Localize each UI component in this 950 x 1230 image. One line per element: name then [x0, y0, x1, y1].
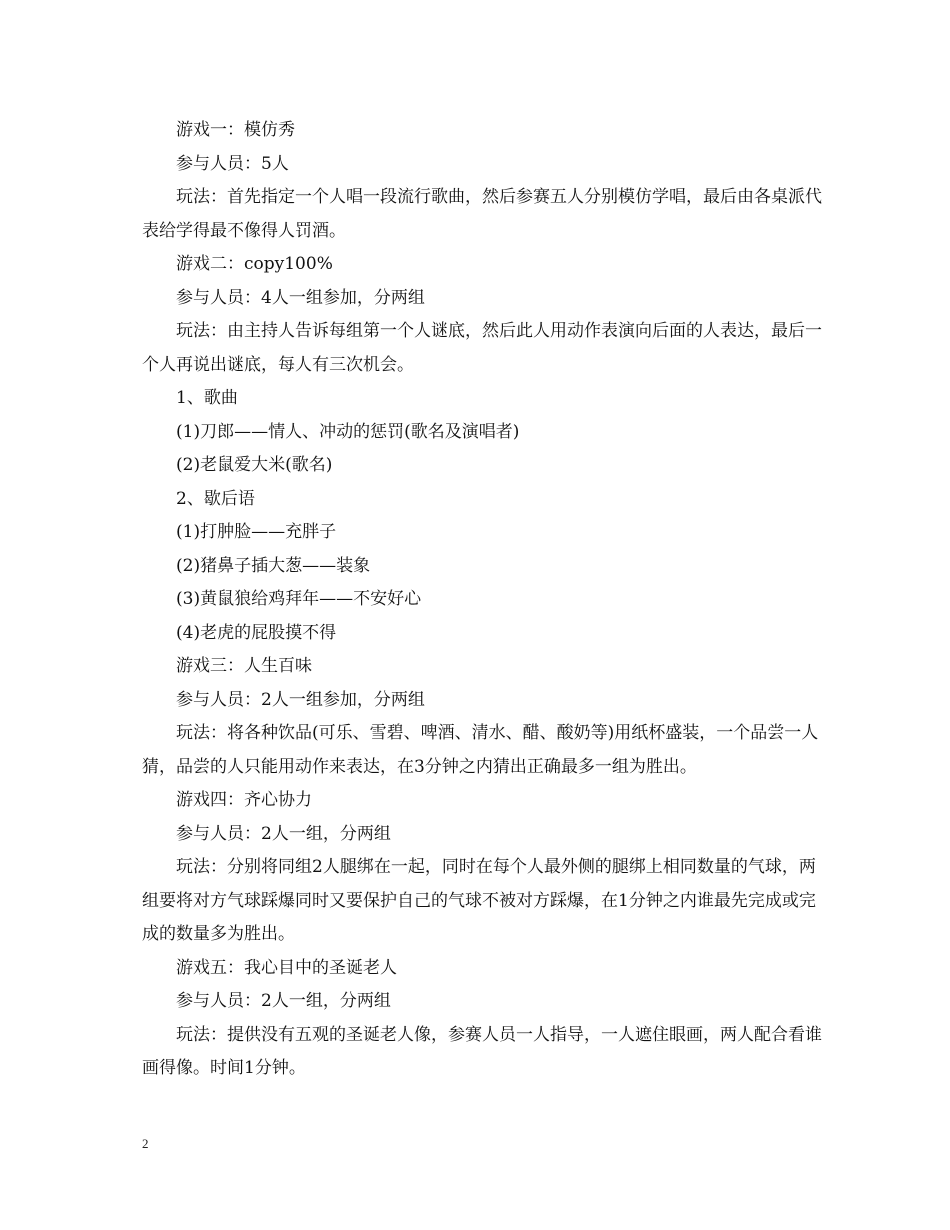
game-1-rules: 玩法：首先指定一个人唱一段流行歌曲，然后参赛五人分别模仿学唱，最后由各桌派代表给学得最不像得人罚酒。: [142, 187, 822, 241]
list-item: (2)猪鼻子插大葱——装象: [176, 555, 371, 576]
list-item: (4)老虎的屁股摸不得: [176, 622, 337, 643]
list-heading-songs: 1、歌曲: [176, 388, 238, 408]
page-number: 2: [142, 1136, 149, 1151]
game-3-rules: 玩法：将各种饮品(可乐、雪碧、啤酒、清水、醋、酸奶等)用纸杯盛装，一个品尝一人猜，品尝的人只能用动作来表达，在3分钟之内猜出正确最多一组为胜出。: [142, 723, 819, 777]
game-1-participants: 参与人员：5人: [176, 153, 289, 174]
list-heading-xiehouyu: 2、歇后语: [176, 488, 255, 509]
game-3-participants: 参与人员：2人一组参加，分两组: [176, 689, 425, 710]
document-body: [142, 114, 822, 1086]
game-4-participants: 参与人员：2人一组，分两组: [176, 823, 391, 844]
game-2-title: 游戏二：copy100%: [176, 254, 333, 274]
game-3-title: 游戏三：人生百味: [176, 656, 312, 676]
game-2-participants: 参与人员：4人一组参加，分两组: [176, 287, 425, 308]
list-item: (1)刀郎——情人、冲动的惩罚(歌名及演唱者): [176, 421, 520, 442]
list-item: (3)黄鼠狼给鸡拜年——不安好心: [176, 589, 422, 609]
game-5-rules: 玩法：提供没有五观的圣诞老人像，参赛人员一人指导，一人遮住眼画，两人配合看谁画得像。时间1分钟。: [142, 1024, 822, 1078]
game-4-title: 游戏四：齐心协力: [176, 790, 312, 810]
game-1-title: 游戏一：模仿秀: [176, 120, 295, 140]
game-5-participants: 参与人员：2人一组，分两组: [176, 991, 391, 1011]
game-5-title: 游戏五：我心目中的圣诞老人: [176, 957, 397, 978]
game-2-rules: 玩法：由主持人告诉每组第一个人谜底，然后此人用动作表演向后面的人表达，最后一个人再说出谜底，每人有三次机会。: [142, 321, 822, 375]
game-4-rules: 玩法：分别将同组2人腿绑在一起，同时在每个人最外侧的腿绑上相同数量的气球，两组要将对方气球踩爆同时又要保护自己的气球不被对方踩爆，在1分钟之内谁最先完成或完成的数量多为胜出。: [142, 857, 816, 944]
list-item: (1)打肿脸——充胖子: [176, 522, 337, 542]
list-item: (2)老鼠爱大米(歌名): [176, 455, 333, 475]
